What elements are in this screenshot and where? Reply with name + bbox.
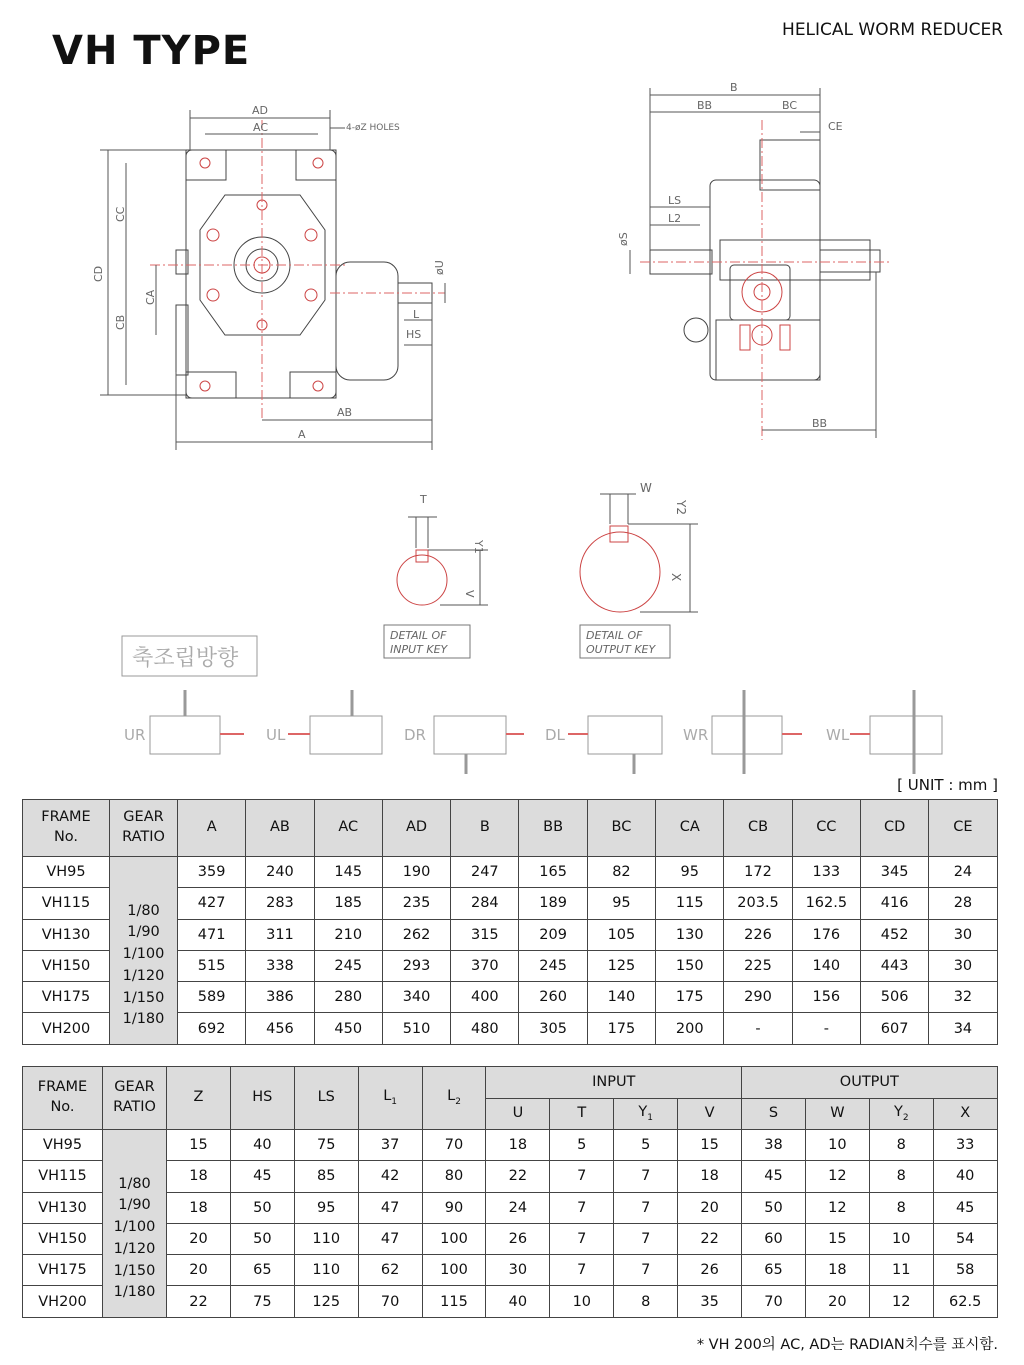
col-header-bc: BC (587, 800, 655, 857)
value-cell: 20 (678, 1192, 742, 1223)
gear-header: GEAR RATIO (103, 1067, 167, 1130)
col-header-text: V (704, 1105, 715, 1122)
mounting-label-dr: DR (404, 726, 426, 744)
value-cell: 284 (451, 888, 519, 919)
value-cell: 8 (869, 1161, 933, 1192)
dim-label-cc: CC (114, 206, 127, 222)
value-cell: 18 (678, 1161, 742, 1192)
value-cell: 452 (860, 919, 928, 950)
input-key-caption-2: INPUT KEY (390, 643, 448, 656)
gear-ratio: 1/80 (118, 1175, 151, 1192)
input-group-header: INPUT (486, 1067, 742, 1099)
key-label-y2: Y2 (674, 500, 688, 515)
value-cell: 240 (246, 857, 314, 888)
value-cell: 20 (167, 1255, 231, 1286)
value-cell: 15 (805, 1223, 869, 1254)
value-cell: 26 (678, 1255, 742, 1286)
value-cell: 50 (230, 1192, 294, 1223)
gear-ratio: 1/90 (118, 1197, 151, 1214)
value-cell: 22 (486, 1161, 550, 1192)
value-cell: 156 (792, 982, 860, 1013)
value-cell: 100 (422, 1255, 486, 1286)
value-cell: 189 (519, 888, 587, 919)
value-cell: 370 (451, 950, 519, 981)
value-cell: 7 (550, 1192, 614, 1223)
value-cell: 8 (869, 1192, 933, 1223)
value-cell: 80 (422, 1161, 486, 1192)
gear-ratio: 1/150 (122, 989, 165, 1006)
value-cell: 22 (167, 1286, 231, 1317)
col-header-hs (230, 1067, 294, 1130)
gear-ratio: 1/90 (127, 924, 160, 941)
col-header-ce: CE (929, 800, 997, 857)
input-col-header-t (550, 1099, 614, 1130)
value-cell: - (724, 1013, 792, 1044)
value-cell: 62.5 (933, 1286, 997, 1317)
value-cell: 28 (929, 888, 997, 919)
dim-label-ls: LS (668, 194, 682, 207)
key-label-w: W (640, 481, 652, 495)
frame-cell: VH115 (23, 888, 110, 919)
dimension-table-2 (22, 1066, 998, 1318)
frame-cell: VH130 (23, 1192, 103, 1223)
value-cell: 95 (656, 857, 724, 888)
value-cell: 105 (587, 919, 655, 950)
col-header-text: U (512, 1105, 524, 1122)
col-header-text: Y (638, 1104, 648, 1121)
value-cell: 172 (724, 857, 792, 888)
table-row (23, 857, 998, 888)
value-cell: 20 (805, 1286, 869, 1317)
value-cell: 245 (314, 950, 382, 981)
value-cell: 20 (167, 1223, 231, 1254)
value-cell: 7 (550, 1255, 614, 1286)
value-cell: 100 (422, 1223, 486, 1254)
value-cell: 65 (230, 1255, 294, 1286)
value-cell: 209 (519, 919, 587, 950)
value-cell: 175 (656, 982, 724, 1013)
gear-ratio-cell (110, 888, 178, 1044)
mounting-dr (404, 716, 524, 774)
table1-header-row (23, 800, 998, 857)
value-cell: 32 (929, 982, 997, 1013)
value-cell: 133 (792, 857, 860, 888)
gear-header: GEAR RATIO (110, 800, 178, 857)
dim-label-ab: AB (337, 406, 353, 419)
key-label-y1: Y1 (472, 540, 485, 554)
table-row (23, 1192, 998, 1223)
input-col-header-u (486, 1099, 550, 1130)
value-cell: 456 (246, 1013, 314, 1044)
dim-label-s: øS (617, 232, 630, 246)
col-header-text: L (447, 1088, 456, 1105)
value-cell: 50 (230, 1223, 294, 1254)
input-col-header-v (678, 1099, 742, 1130)
dim-label-b: B (730, 81, 738, 94)
dim-label-bb: BB (697, 99, 713, 112)
input-col-header-y (614, 1099, 678, 1130)
col-header-text: S (768, 1105, 779, 1122)
output-col-header-s (742, 1099, 806, 1130)
col-header-ab: AB (246, 800, 314, 857)
frame-cell: VH200 (23, 1013, 110, 1044)
value-cell: 150 (656, 950, 724, 981)
value-cell: 510 (382, 1013, 450, 1044)
gear-ratio: 1/80 (127, 902, 160, 919)
frame-cell: VH95 (23, 857, 110, 888)
value-cell: 42 (358, 1161, 422, 1192)
value-cell: 38 (742, 1130, 806, 1161)
value-cell: 10 (869, 1223, 933, 1254)
mounting-ur (124, 690, 244, 754)
dim-label-ca: CA (144, 289, 157, 305)
frame-cell: VH200 (23, 1286, 103, 1317)
dim-label-ad: AD (252, 104, 268, 117)
value-cell: 11 (869, 1255, 933, 1286)
frame-cell: VH175 (23, 1255, 103, 1286)
value-cell: 7 (614, 1255, 678, 1286)
value-cell: 70 (742, 1286, 806, 1317)
mounting-positions (124, 690, 942, 774)
value-cell: 70 (358, 1286, 422, 1317)
col-header-sub: 2 (455, 1097, 461, 1108)
value-cell: 40 (486, 1286, 550, 1317)
value-cell: 85 (294, 1161, 358, 1192)
value-cell: 82 (587, 857, 655, 888)
value-cell: 293 (382, 950, 450, 981)
value-cell: 359 (178, 857, 246, 888)
value-cell: 338 (246, 950, 314, 981)
dim-label-a: A (298, 428, 306, 441)
col-header-sub: 1 (391, 1097, 398, 1108)
value-cell: - (792, 1013, 860, 1044)
value-cell: 33 (933, 1130, 997, 1161)
gear-ratio: 1/120 (113, 1240, 156, 1257)
mounting-wl (826, 690, 942, 774)
value-cell: 22 (678, 1223, 742, 1254)
value-cell: 283 (246, 888, 314, 919)
col-header-cc: CC (792, 800, 860, 857)
frame-cell: VH95 (23, 1130, 103, 1161)
frame-cell: VH150 (23, 950, 110, 981)
dim-label-holes: 4-øZ HOLES (346, 123, 400, 133)
col-header-text: LS (317, 1089, 335, 1106)
key-label-x: X (669, 573, 683, 582)
value-cell: 450 (314, 1013, 382, 1044)
value-cell: 45 (933, 1192, 997, 1223)
value-cell: 65 (742, 1255, 806, 1286)
col-header-ca: CA (656, 800, 724, 857)
dim-label-cb: CB (114, 314, 127, 330)
value-cell: 480 (451, 1013, 519, 1044)
output-group-header: OUTPUT (742, 1067, 998, 1099)
value-cell: 12 (869, 1286, 933, 1317)
value-cell: 427 (178, 888, 246, 919)
value-cell: 35 (678, 1286, 742, 1317)
value-cell: 58 (933, 1255, 997, 1286)
value-cell: 34 (929, 1013, 997, 1044)
value-cell: 10 (550, 1286, 614, 1317)
value-cell: 40 (230, 1130, 294, 1161)
value-cell: 26 (486, 1223, 550, 1254)
value-cell: 175 (587, 1013, 655, 1044)
dim-label-bc: BC (782, 99, 798, 112)
value-cell: 165 (519, 857, 587, 888)
gear-ratio-cell (103, 1161, 167, 1317)
col-header-bb: BB (519, 800, 587, 857)
value-cell: 30 (929, 919, 997, 950)
unit-label: [ UNIT : mm ] (897, 776, 998, 794)
value-cell: 145 (314, 857, 382, 888)
value-cell: 7 (614, 1223, 678, 1254)
col-header-sub: 1 (647, 1113, 653, 1124)
value-cell: 190 (382, 857, 450, 888)
col-header-text: T (577, 1105, 587, 1122)
value-cell: 95 (294, 1192, 358, 1223)
col-header-z (167, 1067, 231, 1130)
front-view (92, 104, 446, 450)
page-title: VH TYPE (52, 28, 251, 74)
value-cell: 12 (805, 1161, 869, 1192)
frame-cell: VH130 (23, 919, 110, 950)
value-cell: 115 (656, 888, 724, 919)
col-header-cb: CB (724, 800, 792, 857)
value-cell: 30 (486, 1255, 550, 1286)
col-header-ac: AC (314, 800, 382, 857)
assembly-direction-title: 축조립방향 (132, 646, 239, 671)
dim-label-ce: CE (828, 120, 843, 133)
col-header-b: B (451, 800, 519, 857)
value-cell: 607 (860, 1013, 928, 1044)
key-label-t: T (420, 493, 427, 506)
value-cell: 54 (933, 1223, 997, 1254)
value-cell: 203.5 (724, 888, 792, 919)
value-cell: 386 (246, 982, 314, 1013)
col-header-text: Z (193, 1089, 204, 1106)
value-cell: 210 (314, 919, 382, 950)
gear-empty-cell (110, 857, 178, 888)
col-header-text: Y (893, 1104, 903, 1121)
mounting-dl (545, 716, 662, 774)
value-cell: 15 (167, 1130, 231, 1161)
output-col-header-w (805, 1099, 869, 1130)
value-cell: 110 (294, 1255, 358, 1286)
col-header-a: A (178, 800, 246, 857)
mounting-wr (683, 690, 802, 774)
dim-label-ac: AC (253, 121, 269, 134)
value-cell: 115 (422, 1286, 486, 1317)
value-cell: 7 (614, 1161, 678, 1192)
value-cell: 280 (314, 982, 382, 1013)
value-cell: 311 (246, 919, 314, 950)
frame-cell: VH115 (23, 1161, 103, 1192)
value-cell: 140 (587, 982, 655, 1013)
value-cell: 40 (933, 1161, 997, 1192)
value-cell: 692 (178, 1013, 246, 1044)
value-cell: 225 (724, 950, 792, 981)
value-cell: 176 (792, 919, 860, 950)
value-cell: 15 (678, 1130, 742, 1161)
mounting-ul (266, 690, 382, 754)
value-cell: 7 (550, 1161, 614, 1192)
col-header-l1 (358, 1067, 422, 1130)
mounting-label-ur: UR (124, 726, 146, 744)
table-row (23, 1161, 998, 1192)
input-key-detail (384, 493, 488, 658)
dim-label-l: L (413, 308, 420, 321)
table-row (23, 888, 998, 919)
output-key-caption-1: DETAIL OF (586, 629, 643, 642)
table-row (23, 1223, 998, 1254)
frame-header: FRAME No. (23, 800, 110, 857)
col-header-cd: CD (860, 800, 928, 857)
frame-header: FRAME No. (23, 1067, 103, 1130)
output-key-caption-2: OUTPUT KEY (586, 643, 656, 656)
value-cell: 75 (294, 1130, 358, 1161)
table2-header-row-1 (23, 1067, 998, 1099)
gear-ratio: 1/120 (122, 967, 165, 984)
mounting-label-wl: WL (826, 726, 850, 744)
col-header-text: X (960, 1105, 971, 1122)
value-cell: 70 (422, 1130, 486, 1161)
gear-ratio: 1/150 (113, 1262, 156, 1279)
page-subtitle: HELICAL WORM REDUCER (782, 20, 1003, 40)
value-cell: 24 (929, 857, 997, 888)
frame-cell: VH150 (23, 1223, 103, 1254)
value-cell: 340 (382, 982, 450, 1013)
value-cell: 130 (656, 919, 724, 950)
value-cell: 185 (314, 888, 382, 919)
footnote: * VH 200의 AC, AD는 RADIAN치수를 표시함. (696, 1337, 998, 1353)
output-col-header-x (933, 1099, 997, 1130)
value-cell: 7 (550, 1223, 614, 1254)
value-cell: 30 (929, 950, 997, 981)
value-cell: 18 (486, 1130, 550, 1161)
col-header-text: L (383, 1088, 392, 1105)
mounting-label-wr: WR (683, 726, 709, 744)
value-cell: 75 (230, 1286, 294, 1317)
value-cell: 10 (805, 1130, 869, 1161)
value-cell: 18 (167, 1192, 231, 1223)
col-header-l2 (422, 1067, 486, 1130)
gear-ratio: 1/100 (122, 946, 165, 963)
col-header-sub: 2 (902, 1113, 909, 1124)
key-label-v: V (463, 590, 476, 598)
col-header-text: HS (252, 1089, 273, 1106)
gear-ratio: 1/180 (113, 1284, 156, 1301)
value-cell: 37 (358, 1130, 422, 1161)
value-cell: 5 (550, 1130, 614, 1161)
value-cell: 62 (358, 1255, 422, 1286)
value-cell: 471 (178, 919, 246, 950)
gear-ratio: 1/100 (113, 1219, 156, 1236)
dim-label-l2: L2 (668, 212, 682, 225)
value-cell: 125 (587, 950, 655, 981)
table-row (23, 1286, 998, 1317)
value-cell: 305 (519, 1013, 587, 1044)
value-cell: 226 (724, 919, 792, 950)
value-cell: 8 (614, 1286, 678, 1317)
side-view (617, 81, 890, 440)
value-cell: 245 (519, 950, 587, 981)
col-header-text: W (830, 1105, 845, 1122)
value-cell: 12 (805, 1192, 869, 1223)
value-cell: 235 (382, 888, 450, 919)
value-cell: 18 (167, 1161, 231, 1192)
frame-cell: VH175 (23, 982, 110, 1013)
value-cell: 60 (742, 1223, 806, 1254)
value-cell: 260 (519, 982, 587, 1013)
value-cell: 50 (742, 1192, 806, 1223)
value-cell: 515 (178, 950, 246, 981)
value-cell: 443 (860, 950, 928, 981)
value-cell: 18 (805, 1255, 869, 1286)
value-cell: 110 (294, 1223, 358, 1254)
value-cell: 125 (294, 1286, 358, 1317)
value-cell: 95 (587, 888, 655, 919)
value-cell: 416 (860, 888, 928, 919)
value-cell: 345 (860, 857, 928, 888)
value-cell: 47 (358, 1223, 422, 1254)
value-cell: 47 (358, 1192, 422, 1223)
dim-label-bb2: BB (812, 417, 828, 430)
value-cell: 506 (860, 982, 928, 1013)
dim-label-cd: CD (92, 265, 105, 282)
value-cell: 589 (178, 982, 246, 1013)
value-cell: 90 (422, 1192, 486, 1223)
col-header-ad: AD (382, 800, 450, 857)
value-cell: 45 (230, 1161, 294, 1192)
dim-label-u: øU (433, 260, 446, 275)
value-cell: 140 (792, 950, 860, 981)
output-key-detail (580, 481, 698, 658)
value-cell: 45 (742, 1161, 806, 1192)
value-cell: 162.5 (792, 888, 860, 919)
value-cell: 262 (382, 919, 450, 950)
table-row (23, 1255, 998, 1286)
mounting-label-dl: DL (545, 726, 565, 744)
value-cell: 200 (656, 1013, 724, 1044)
dimension-table-1 (22, 799, 998, 1045)
input-key-caption-1: DETAIL OF (390, 629, 447, 642)
gear-ratio: 1/180 (122, 1011, 165, 1028)
value-cell: 290 (724, 982, 792, 1013)
col-header-ls (294, 1067, 358, 1130)
value-cell: 315 (451, 919, 519, 950)
table-row (23, 1130, 998, 1161)
dim-label-hs: HS (406, 328, 422, 341)
gear-empty-cell (103, 1130, 167, 1161)
value-cell: 24 (486, 1192, 550, 1223)
output-col-header-y (869, 1099, 933, 1130)
value-cell: 5 (614, 1130, 678, 1161)
value-cell: 247 (451, 857, 519, 888)
value-cell: 400 (451, 982, 519, 1013)
value-cell: 7 (614, 1192, 678, 1223)
mounting-label-ul: UL (266, 726, 286, 744)
value-cell: 8 (869, 1130, 933, 1161)
